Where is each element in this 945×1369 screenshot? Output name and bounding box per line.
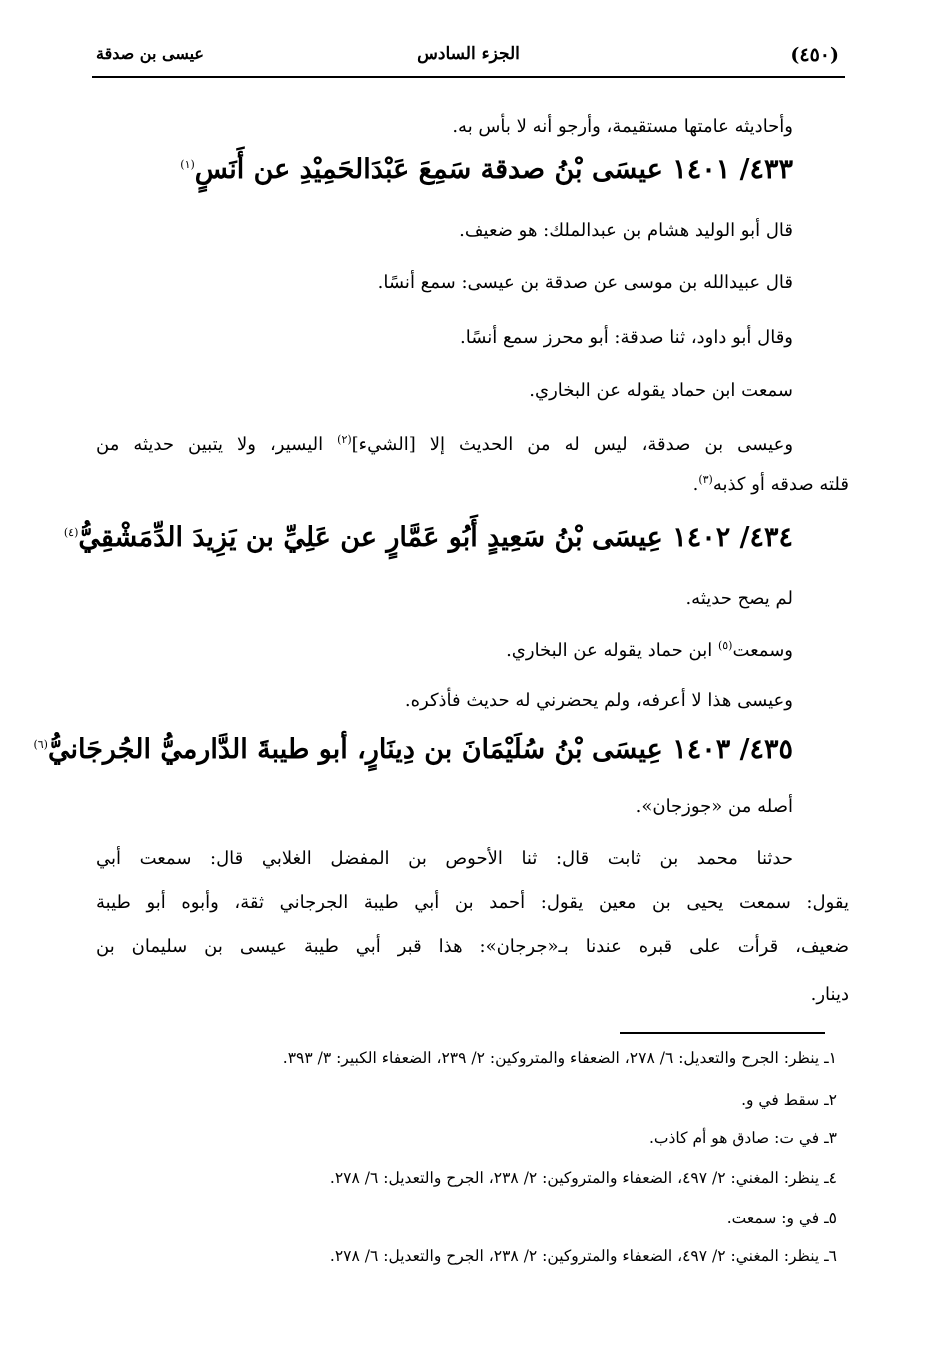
entry-heading-1433 — [180, 150, 793, 190]
paragraph: سمعت ابن حماد يقوله عن البخاري. — [529, 380, 793, 401]
paragraph — [96, 430, 793, 460]
footnote-2: ٢ـ سقط في و. — [741, 1091, 837, 1109]
paragraph — [506, 636, 793, 666]
paragraph-line: دينار. — [810, 984, 849, 1005]
entry-heading-text: ٤٣٥/ ١٤٠٣ عِيسَى بْنُ سُلَيْمَانَ بن دِينَارٍ، أبو طيبةَ الدَّارميُّ الجُرجَانيُّ — [47, 734, 793, 765]
entry-heading-1434 — [64, 518, 793, 558]
entry-heading-text: ٤٣٤/ ١٤٠٢ عِيسَى بْنُ سَعِيدٍ أَبُو عَمَّارٍ عن عَلِيِّ بن يَزِيدَ الدِّمَشْقِيُّ — [78, 522, 793, 553]
paragraph: وعيسى هذا لا أعرفه، ولم يحضرني له حديث فأذكره. — [404, 690, 793, 711]
footnote-ref-3: (٣) — [698, 473, 713, 486]
footnote-1: ١ـ ينظر: الجرح والتعديل: ٦/ ٢٧٨، الضعفاء والمتروكين: ٢/ ٢٣٩، الضعفاء الكبير: ٣/ ٣٩٣. — [282, 1049, 837, 1067]
footnote-3: ٣ـ في ت: صادق هو أم كاذب. — [649, 1129, 837, 1147]
paragraph-text: ابن حماد يقوله عن البخاري. — [506, 640, 718, 661]
footnote-ref-4: (٤) — [63, 526, 79, 539]
paragraph: قال أبو الوليد هشام بن عبدالملك: هو ضعيف. — [459, 220, 793, 241]
paragraph: لم يصح حديثه. — [685, 588, 793, 609]
paragraph-text: اليسير، ولا يتبين حديثه من — [96, 434, 338, 455]
running-entry-name: عيسى بن صدقة — [96, 44, 204, 63]
paragraph: أصله من «جوزجان». — [635, 796, 793, 817]
paragraph-text: وسمعت — [732, 640, 793, 661]
footnote-4: ٤ـ ينظر: المغني: ٢/ ٤٩٧، الضعفاء والمتروكين: ٢/ ٢٣٨، الجرح والتعديل: ٦/ ٢٧٨. — [329, 1169, 837, 1187]
page-header — [92, 40, 845, 78]
footnote-ref-5: (٥) — [717, 639, 733, 652]
paragraph: قلته صدقه أو كذبه$^{(٣)}$. — [692, 473, 849, 495]
paragraph-text: قلته صدقه أو كذبه — [712, 474, 849, 495]
intro-paragraph: وأحاديثه عامتها مستقيمة، وأرجو أنه لا بأس به. — [452, 116, 793, 137]
footnote-divider — [620, 1032, 825, 1034]
footnote-6: ٦ـ ينظر: المغني: ٢/ ٤٩٧، الضعفاء والمتروكين: ٢/ ٢٣٨، الجرح والتعديل: ٦/ ٢٧٨. — [329, 1247, 837, 1265]
entry-heading-1435 — [33, 730, 793, 770]
footnote-ref-2: (٢) — [337, 433, 352, 446]
paragraph-line: ضعيف، قرأت على قبره عندنا بـ«جرجان»: هذا قبر أبي طيبة عيسى بن سليمان بن — [96, 936, 849, 957]
paragraph: قال عبيدالله بن موسى عن صدقة بن عيسى: سمع أنسًا. — [377, 272, 793, 293]
footnote-ref-6: (٦) — [33, 738, 48, 751]
paragraph-line: يقول: سمعت يحيى بن معين يقول: أحمد بن أبي طيبة الجرجاني ثقة، وأبوه أبو طيبة — [96, 892, 849, 913]
page-number: (٤٥٠) — [790, 44, 839, 66]
entry-heading-text: ٤٣٣/ ١٤٠١ عيسَى بْنُ صدقة سَمِعَ عَبْدَالحَمِيْدِ عن أَنَسٍ — [194, 154, 793, 185]
paragraph-text: وعيسى بن صدقة، ليس له من الحديث إلا [الشيء] — [351, 434, 794, 455]
paragraph: وقال أبو داود، ثنا صدقة: أبو محرز سمع أنسًا. — [460, 327, 793, 348]
volume-title: الجزء السادس — [417, 44, 520, 64]
paragraph-line: حدثنا محمد بن ثابت قال: ثنا الأحوص بن المفضل الغلابي قال: سمعت أبي — [96, 848, 793, 869]
footnote-5: ٥ـ في و: سمعت. — [726, 1209, 837, 1227]
footnote-ref-1: (١) — [180, 158, 195, 171]
